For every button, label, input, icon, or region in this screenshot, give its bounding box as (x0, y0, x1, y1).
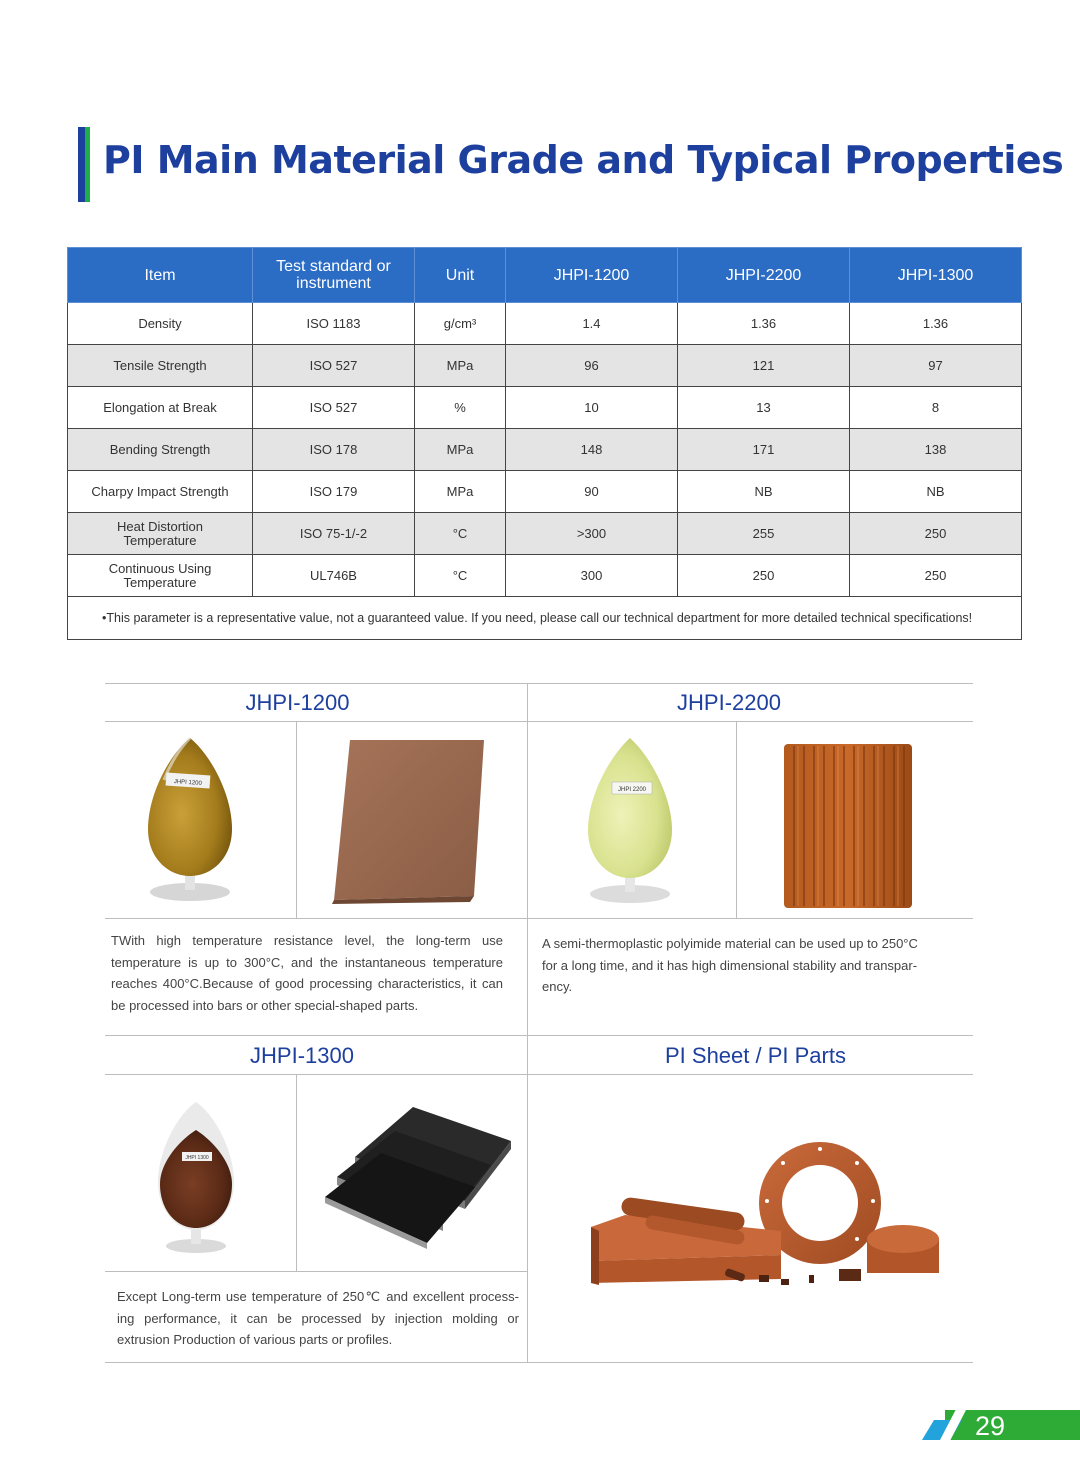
product-name-jhpi-1200: JHPI-1200 (245, 690, 350, 715)
table-cell: UL746B (253, 555, 415, 597)
table-cell: 250 (678, 555, 850, 597)
table-cell: 148 (506, 429, 678, 471)
table-cell: NB (850, 471, 1022, 513)
table-cell: 96 (506, 345, 678, 387)
header-unit: Unit (415, 248, 506, 303)
table-cell: 171 (678, 429, 850, 471)
jhpi-1200-powder-vial-image (140, 734, 240, 904)
table-cell: 255 (678, 513, 850, 555)
table-cell: 97 (850, 345, 1022, 387)
table-cell: °C (415, 555, 506, 597)
grid-line (736, 721, 737, 918)
table-row (68, 303, 1022, 345)
table-cell: Bending Strength (68, 429, 253, 471)
table-cell: MPa (415, 429, 506, 471)
table-cell: Density (68, 303, 253, 345)
grid-line (296, 721, 297, 918)
table-cell: ISO 75-1/-2 (253, 513, 415, 555)
jhpi-1300-granule-vial-image (150, 1100, 242, 1256)
properties-table (67, 247, 1022, 640)
table-cell: 8 (850, 387, 1022, 429)
jhpi-1300-sheet-image (315, 1105, 515, 1250)
grid-line (105, 1271, 527, 1272)
header-jhpi-1200: JHPI-1200 (506, 248, 678, 303)
table-cell: % (415, 387, 506, 429)
grid-line (105, 1362, 973, 1363)
table-note: •This parameter is a representative value, not a guaranteed value. If you need, please call our technical department for more detailed technical specifications! (68, 597, 1022, 640)
header-test-standard: Test standard or instrument (253, 248, 415, 303)
table-cell: MPa (415, 471, 506, 513)
table-cell: °C (415, 513, 506, 555)
table-cell: 90 (506, 471, 678, 513)
grid-line (105, 721, 973, 722)
product-name-jhpi-2200: JHPI-2200 (677, 690, 781, 715)
header-item: Item (68, 248, 253, 303)
table-header-row (68, 248, 1022, 303)
table-cell: ISO 179 (253, 471, 415, 513)
jhpi-2200-description: A semi-thermoplastic polyimide material can be used up to 250°C for a long time, and it has high dimensional stability and transpar-ency. (542, 936, 918, 994)
table-cell: MPa (415, 345, 506, 387)
table-row (68, 387, 1022, 429)
jhpi-2200-powder-vial-image (580, 734, 680, 906)
product-name-jhpi-1300: JHPI-1300 (250, 1043, 354, 1068)
table-cell: 121 (678, 345, 850, 387)
table-row (68, 429, 1022, 471)
pi-sheet-parts-image (585, 1135, 945, 1295)
table-cell: ISO 527 (253, 345, 415, 387)
jhpi-1300-description: Except Long-term use temperature of 250℃ and excellent process-ing performance, it can be processed by injection molding or extrusion Production of various parts or profiles. (117, 1289, 519, 1347)
table-cell: ISO 1183 (253, 303, 415, 345)
jhpi-2200-sheet-image (780, 738, 916, 910)
table-cell: 1.4 (506, 303, 678, 345)
jhpi-1200-description: TWith high temperature resistance level, the long-term use temperature is up to 300°C, and the instantaneous temperature reaches 400°C.Because of good processing characteristics, it can be processed into bars or other special-shaped parts. (111, 933, 503, 1013)
table-cell: Charpy Impact Strength (68, 471, 253, 513)
table-cell: ISO 178 (253, 429, 415, 471)
table-cell: 138 (850, 429, 1022, 471)
table-cell: Heat Distortion Temperature (68, 513, 253, 555)
page-title: PI Main Material Grade and Typical Properties (103, 138, 1064, 182)
grid-line (527, 683, 528, 1362)
page-number-bar (945, 1410, 1080, 1440)
table-cell: >300 (506, 513, 678, 555)
table-cell: Elongation at Break (68, 387, 253, 429)
table-cell: 1.36 (850, 303, 1022, 345)
grid-line (296, 1074, 297, 1271)
jhpi-1200-sheet-image (320, 736, 490, 906)
title-accent-stripe (85, 127, 90, 202)
table-row (68, 513, 1022, 555)
grid-line (105, 1074, 973, 1075)
table-row (68, 555, 1022, 597)
table-row (68, 345, 1022, 387)
table-cell: Tensile Strength (68, 345, 253, 387)
table-cell: 250 (850, 555, 1022, 597)
table-note-row (68, 597, 1022, 640)
header-jhpi-1300: JHPI-1300 (850, 248, 1022, 303)
header-jhpi-2200: JHPI-2200 (678, 248, 850, 303)
table-cell: NB (678, 471, 850, 513)
table-cell: g/cm³ (415, 303, 506, 345)
table-row (68, 471, 1022, 513)
table-cell: 1.36 (678, 303, 850, 345)
grid-line (105, 683, 973, 684)
grid-line (105, 918, 973, 919)
jhpi-1200-vial-label: JHPI 1200 (173, 779, 202, 787)
table-cell: Continuous Using Temperature (68, 555, 253, 597)
table-cell: 300 (506, 555, 678, 597)
grid-line (105, 1035, 973, 1036)
table-cell: 13 (678, 387, 850, 429)
jhpi-2200-vial-label: JHPI 2200 (617, 787, 647, 793)
table-cell: ISO 527 (253, 387, 415, 429)
table-cell: 250 (850, 513, 1022, 555)
jhpi-1300-vial-label: JHPI 1300 (185, 1155, 209, 1161)
table-cell: 10 (506, 387, 678, 429)
product-name-pi-sheet-parts: PI Sheet / PI Parts (665, 1043, 846, 1068)
page-number: 29 (974, 1411, 1006, 1441)
title-accent-bar (78, 127, 85, 202)
